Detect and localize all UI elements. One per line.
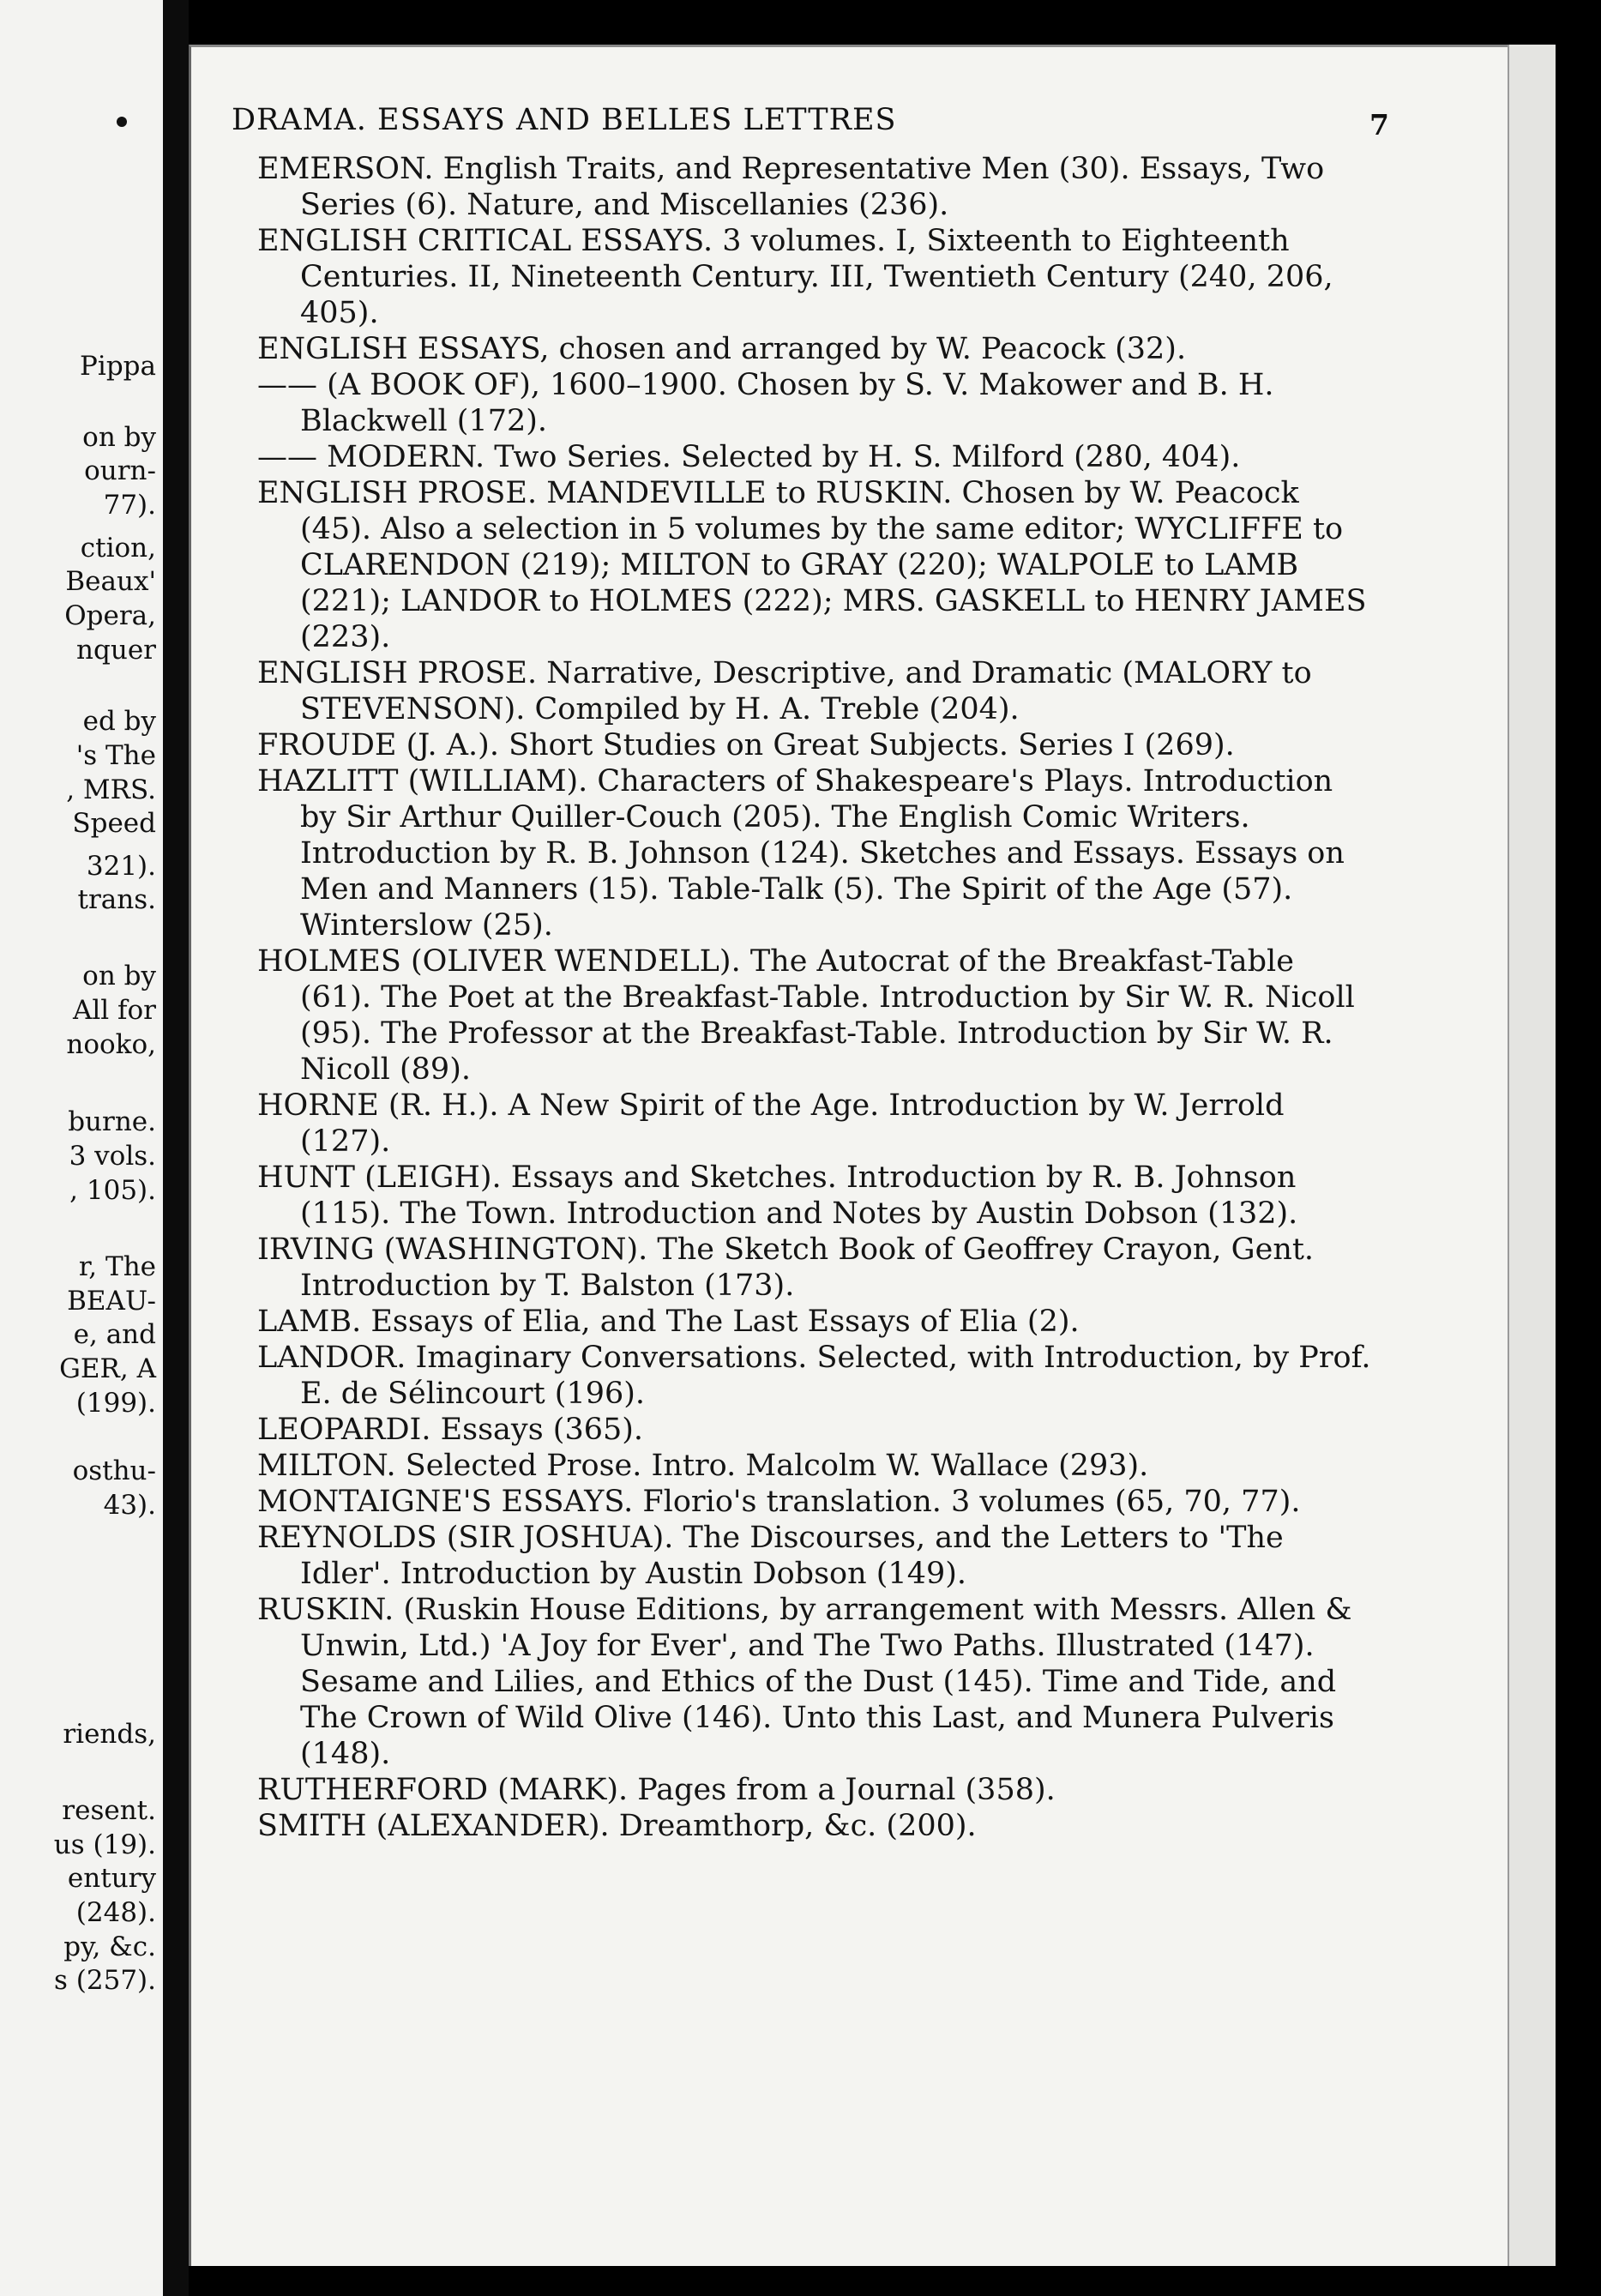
left-page-line: BEAU-: [67, 1286, 156, 1317]
left-page-line: , 105).: [69, 1175, 156, 1206]
list-item: REYNOLDS (SIR JOSHUA). The Discourses, and the Letters to 'The Idler'. Introduction by Austin Dobson (149).: [257, 1521, 1284, 1591]
list-item: ENGLISH CRITICAL ESSAYS. 3 volumes. I, Sixteenth to Eighteenth Centuries. II, Nineteenth Century. III, Twentieth Century (240, 206, 405).: [257, 224, 1333, 330]
list-item: SMITH (ALEXANDER). Dreamthorp, &c. (200).: [257, 1809, 977, 1843]
list-item: HORNE (R. H.). A New Spirit of the Age. Introduction by W. Jerrold (127).: [257, 1088, 1285, 1159]
left-page-line: (248).: [75, 1897, 156, 1928]
list-item: HUNT (LEIGH). Essays and Sketches. Introduction by R. B. Johnson (115). The Town. Introduction and Notes by Austin Dobson (132).: [257, 1160, 1298, 1231]
left-page-line: ourn-: [84, 455, 156, 486]
left-page-line: 3 vols.: [69, 1141, 156, 1172]
list-item: RUSKIN. (Ruskin House Editions, by arrangement with Messrs. Allen & Unwin, Ltd.) 'A Joy for Ever', and The Two Paths. Illustrated (147). Sesame and Lilies, and Ethics of the Dust (145). Time and Tide, and The Crown of Wild Olive (146). Unto this Last, and Munera Pulveris (148).: [257, 1593, 1352, 1771]
page-edge-strip: [1508, 45, 1556, 2266]
left-page-line: on by: [82, 961, 156, 991]
left-page-line: All for: [72, 995, 156, 1026]
list-item: HAZLITT (WILLIAM). Characters of Shakespeare's Plays. Introduction by Sir Arthur Quiller-Couch (205). The English Comic Writers. Introduction by R. B. Johnson (124). Sketches and Essays. Essays on Men and Manners (15). Table-Talk (5). The Spirit of the Age (57). Winterslow (25).: [257, 764, 1345, 943]
left-page-line: 77).: [103, 490, 156, 521]
left-page-line: Pippa: [80, 351, 156, 382]
left-page-fragment: [0, 0, 163, 2296]
left-page-line: (199).: [75, 1388, 156, 1419]
list-item: IRVING (WASHINGTON). The Sketch Book of Geoffrey Crayon, Gent. Introduction by T. Balston (173).: [257, 1232, 1315, 1303]
left-page-line: py, &c.: [63, 1931, 156, 1962]
left-page-line: nooko,: [66, 1029, 156, 1060]
left-page-line: , MRS.: [66, 774, 156, 805]
list-item: —— (A BOOK OF), 1600–1900. Chosen by S. V. Makower and B. H. Blackwell (172).: [257, 368, 1274, 438]
list-item: ENGLISH PROSE. MANDEVILLE to RUSKIN. Chosen by W. Peacock (45). Also a selection in 5 volumes by the same editor; WYCLIFFE to CLARENDON (219); MILTON to GRAY (220); WALPOLE to LAMB (221); LANDOR to HOLMES (222); MRS. GASKELL to HENRY JAMES (223).: [257, 476, 1367, 654]
left-page-line: s (257).: [54, 1965, 156, 1996]
running-title: DRAMA. ESSAYS AND BELLES LETTRES: [232, 103, 897, 137]
left-page-line: ction,: [80, 533, 156, 563]
left-page-line: 43).: [103, 1490, 156, 1521]
left-page-line: resent.: [62, 1795, 156, 1826]
left-page-line: GER, A: [59, 1353, 156, 1384]
left-page-line: us (19).: [53, 1829, 156, 1860]
list-item: ENGLISH ESSAYS, chosen and arranged by W. Peacock (32).: [257, 332, 1187, 366]
left-page-line: riends,: [63, 1719, 156, 1750]
list-item: —— MODERN. Two Series. Selected by H. S. Milford (280, 404).: [257, 440, 1241, 474]
left-page-line: ed by: [82, 706, 156, 737]
left-page-line: on by: [82, 422, 156, 453]
list-item: MILTON. Selected Prose. Intro. Malcolm W. Wallace (293).: [257, 1449, 1149, 1483]
ink-dot: [117, 117, 127, 127]
left-page-line: r, The: [78, 1251, 156, 1282]
left-page-line: trans.: [77, 884, 156, 915]
left-page-line: e, and: [73, 1319, 156, 1350]
page-number: 7: [1369, 108, 1389, 142]
list-item: EMERSON. English Traits, and Representative Men (30). Essays, Two Series (6). Nature, and Miscellanies (236).: [257, 152, 1325, 222]
list-item: HOLMES (OLIVER WENDELL). The Autocrat of the Breakfast-Table (61). The Poet at the Breakfast-Table. Introduction by Sir W. R. Nicoll (95). The Professor at the Breakfast-Table. Introduction by Sir W. R. Nicoll (89).: [257, 944, 1355, 1087]
list-item: RUTHERFORD (MARK). Pages from a Journal (358).: [257, 1773, 1056, 1807]
list-item: LEOPARDI. Essays (365).: [257, 1413, 644, 1447]
list-item: ENGLISH PROSE. Narrative, Descriptive, and Dramatic (MALORY to STEVENSON). Compiled by H. A. Treble (204).: [257, 656, 1312, 726]
running-header: [232, 103, 1389, 144]
bibliography-list: [257, 151, 1372, 1844]
left-page-line: Speed: [72, 808, 156, 839]
list-item: LANDOR. Imaginary Conversations. Selected, with Introduction, by Prof. E. de Sélincourt (196).: [257, 1341, 1371, 1411]
book-gutter: [163, 0, 189, 2296]
list-item: MONTAIGNE'S ESSAYS. Florio's translation. 3 volumes (65, 70, 77).: [257, 1485, 1301, 1519]
list-item: LAMB. Essays of Elia, and The Last Essays of Elia (2).: [257, 1305, 1080, 1339]
left-page-line: entury: [67, 1863, 156, 1894]
left-page-line: 321).: [86, 851, 156, 882]
left-page-line: burne.: [68, 1106, 156, 1137]
left-page-line: Opera,: [64, 600, 156, 631]
list-item: FROUDE (J. A.). Short Studies on Great Subjects. Series I (269).: [257, 728, 1235, 762]
left-page-line: nquer: [76, 635, 156, 666]
left-page-line: 's The: [75, 740, 156, 771]
left-page-line: Beaux': [65, 566, 156, 597]
left-page-line: osthu-: [72, 1455, 156, 1486]
